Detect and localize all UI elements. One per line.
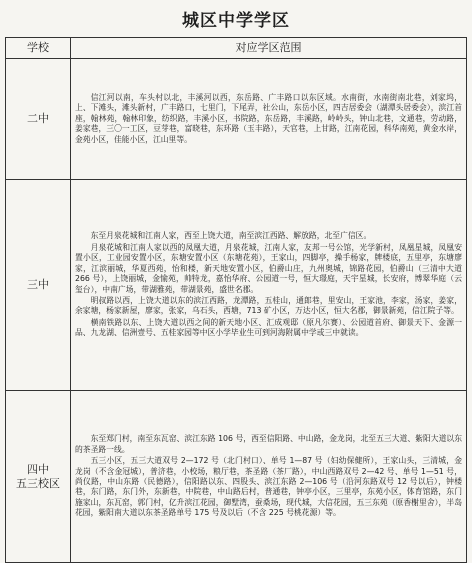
- school-campus-name: 五三校区: [16, 476, 60, 490]
- school-name-cell: [6, 391, 71, 563]
- table-row-erzhong: [6, 59, 467, 180]
- scope-paragraph: 东至月泉花城和江南人家，西至上饶大道，南至滨江西路、解放路，北至广信区。: [90, 231, 372, 241]
- table-header-row: [6, 38, 467, 59]
- scope-cell: [71, 59, 467, 180]
- scope-column-header: 对应学区范围: [71, 38, 467, 59]
- school-name: 二中: [27, 112, 49, 126]
- table-row-sizhong: [6, 391, 467, 563]
- school-name: 三中: [27, 278, 49, 292]
- school-name-cell: [6, 180, 71, 391]
- scope-paragraph: 东至郑门村，南至东瓦窑、滨江东路 106 号，西至信阳路、中山路，金龙岗，北至五三大道、紫阳大道以东的茶圣路一线。: [75, 434, 462, 454]
- school-column-header: 学校: [6, 38, 71, 59]
- scope-paragraph: 横南铁路以东、上饶大道以西之间的新天地小区、汇成观邸（原凡尔赛）、公园道首府、御景天下、金源一品、九龙湖、信洲壹号、五桂家园等中区小学毕业生可到河海附属中学或三中就读。: [75, 317, 462, 338]
- scope-paragraph: 明叔路以西，上饶大道以东的滨江西路，龙潭路，五桂山，通郎巷，里安山，王家池，李家，汤家，姜家，余家塘，杨家新屋，廖家，张家，乌石头，西塘，713 矿小区，万达小区，恒大名郡，御景新苑，信江院子等。: [75, 295, 462, 316]
- school-district-table: [5, 37, 467, 563]
- document-title: 城区中学学区: [182, 11, 290, 31]
- scope-cell: [71, 180, 467, 391]
- scope-cell: [71, 391, 467, 563]
- school-name-cell: [6, 59, 71, 180]
- scope-paragraph: 信江河以南，车头村以北，丰溪河以西，东岳路、广丰路口以东区域。水南街，水南街南北巷，刘家坞，上、下滩头，滩头新村，广丰路口，七里门，下尾弄，社公山，东岳小区，四吉居委会（湖潭头居委会），滨江首座，翰林苑，翰林印象，纺织路，丰溪小区，书院路，东岳路，丰溪路，岭岭头，钟山北巷，文通巷，劳动路，姜家巷，三〇一工区，豆芽巷，富晓巷，东环路（玉丰路），天官巷，上甘路，江南花园，科华南苑，黄金水岸，金苑小区，佳能小区，江山里等。: [75, 92, 462, 144]
- scope-paragraph: 月泉花城和江南人家以西的凤凰大道，月泉花城，江南人家，友邦一号公馆，光学新村，凤凰星城，凤凰安置小区，工业园安置小区，东塘安置小区（东塘花苑），王家山，四脚亭，操手杨家，牌楼底，五里亭，东塘廖家，江滨丽城，华夏西苑，怡和楼，新天地安置小区，伯爵山庄，九州奥城，锦路花园，伯爵山（三清中大道 266 号），上饶丽城，金愉苑，帅特龙，嘉怡华府、公园道一号，恒大璟庭，天宇星城，长安府，博翠华庭（云玺台），中南广场，带湖雅苑，带湖景苑，盛世名郡。: [75, 242, 462, 294]
- table-row-sanzhong: [6, 180, 467, 391]
- school-name: 四中: [27, 463, 49, 477]
- scope-paragraph: 五三小区，五三大道双号 2—172 号（北门村口）、单号 1—87 号（妇幼保健所），王家山头，三清城，金龙岗（不含金冠城），普济巷，小校场，粮厅巷，茶圣路（茶厂路），中山西路双号 2—42 号、单号 1—51 号，尚仪路，中山东路（民德路），信阳路以东、四股头、滨江东路 2—106 号（沿河东路双号 12 号以后），钟楼巷，东门路，东门外，东新巷，中院巷，中山路后村，普通巷，钟亭小区，三里亭，东苑小区，体育馆路，东门施家山，东瓦窑，郭门村，亿升滨江花园，御墅湾，蚕桑场，现代城，大信花园，五三东苑（原香榭里舍），半岛花园，紫阳南大道以东茶圣路单号 175 号及以后（不含 225 号桃花源）等。: [75, 456, 462, 518]
